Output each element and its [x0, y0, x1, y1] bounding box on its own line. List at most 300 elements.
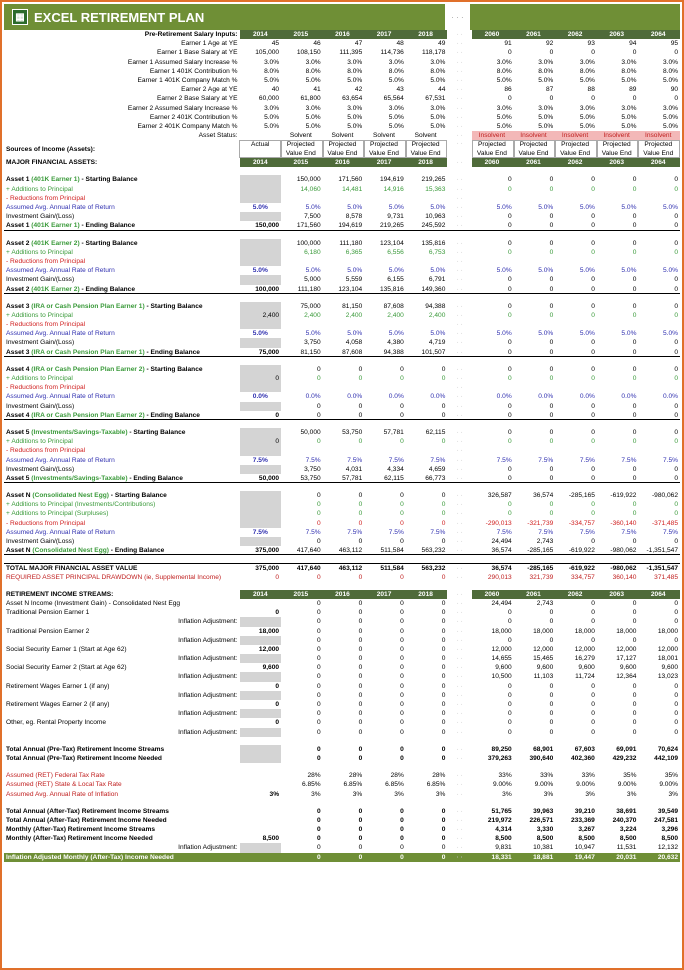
actual-cell[interactable] [240, 691, 282, 700]
value-cell[interactable]: 7.5% [579, 528, 595, 536]
actual-cell[interactable] [240, 365, 282, 374]
value-cell[interactable]: 0 [358, 636, 363, 644]
value-cell[interactable]: 0 [358, 853, 363, 861]
value-cell[interactable]: 0 [591, 701, 595, 708]
value-cell[interactable]: 226,571 [529, 816, 554, 824]
value-cell[interactable]: -619,922 [610, 492, 637, 500]
value-cell[interactable]: 5.0% [430, 204, 446, 211]
actual-cell[interactable]: 5.0% [264, 76, 280, 84]
value-cell[interactable]: 0 [441, 501, 446, 509]
value-cell[interactable]: 0 [358, 501, 363, 509]
value-cell[interactable] [364, 320, 406, 329]
value-cell[interactable]: 2060 [472, 30, 514, 39]
actual-cell[interactable]: Actual [239, 140, 281, 158]
value-cell[interactable]: 390,640 [529, 754, 554, 762]
value-cell[interactable]: 5.0% [388, 267, 404, 275]
value-cell[interactable]: 0 [316, 673, 321, 681]
value-cell[interactable]: 8,500 [536, 835, 554, 843]
value-cell[interactable]: 0 [632, 719, 637, 727]
value-cell[interactable]: 0 [316, 754, 321, 762]
value-cell[interactable]: 61,800 [300, 95, 321, 103]
value-cell[interactable]: 0 [358, 664, 363, 672]
value-cell[interactable]: Insolvent [597, 131, 639, 140]
value-cell[interactable]: 0 [316, 691, 321, 699]
value-cell[interactable]: -285,165 [568, 492, 595, 500]
value-cell[interactable]: 5.0% [305, 267, 321, 275]
value-cell[interactable]: 0 [400, 673, 404, 681]
value-cell[interactable]: 65,564 [383, 95, 404, 103]
value-cell[interactable]: 5.0% [305, 113, 321, 121]
value-cell[interactable]: 429,232 [612, 754, 637, 762]
value-cell[interactable]: Solvent [289, 132, 312, 140]
value-cell[interactable]: 0 [632, 510, 637, 518]
value-cell[interactable]: 0 [549, 185, 554, 193]
value-cell[interactable] [597, 446, 639, 455]
value-cell[interactable]: 5.0% [621, 267, 637, 275]
value-cell[interactable]: 100,000 [296, 239, 321, 247]
value-cell[interactable]: 3,296 [661, 826, 679, 834]
value-cell[interactable]: 4,659 [428, 465, 446, 473]
actual-cell[interactable] [240, 599, 282, 608]
value-cell[interactable]: 9.00% [493, 781, 512, 789]
value-cell[interactable]: 0 [632, 710, 637, 718]
value-cell[interactable]: 9.00% [534, 781, 554, 789]
value-cell[interactable]: 118,178 [422, 49, 446, 57]
value-cell[interactable]: 24,494 [491, 538, 512, 545]
value-cell[interactable]: 0 [400, 853, 404, 861]
value-cell[interactable]: 0 [549, 365, 554, 373]
actual-cell[interactable]: 5.0% [252, 267, 268, 275]
value-cell[interactable] [472, 257, 514, 266]
value-cell[interactable]: 0 [591, 49, 595, 57]
actual-cell[interactable]: 12,000 [258, 645, 280, 653]
value-cell[interactable]: 20,031 [616, 853, 637, 861]
value-cell[interactable] [514, 257, 556, 266]
actual-cell[interactable]: 0.0% [252, 393, 268, 401]
value-cell[interactable]: 5.0% [496, 330, 512, 338]
value-cell[interactable]: 0 [632, 365, 637, 373]
value-cell[interactable]: 0 [549, 49, 554, 57]
value-cell[interactable]: 7.5% [388, 456, 404, 464]
value-cell[interactable]: 0 [400, 402, 404, 410]
value-cell[interactable]: 8.0% [621, 67, 637, 75]
value-cell[interactable]: 0 [508, 465, 512, 473]
actual-cell[interactable]: 0 [275, 609, 280, 617]
actual-cell[interactable] [240, 654, 282, 663]
value-cell[interactable]: 442,109 [654, 754, 679, 762]
value-cell[interactable]: 0 [632, 501, 637, 509]
value-cell[interactable]: 0 [549, 375, 554, 382]
value-cell[interactable]: 0 [674, 609, 679, 617]
value-cell[interactable]: 0 [508, 710, 512, 718]
value-cell[interactable]: 2064 [638, 158, 680, 167]
value-cell[interactable]: 10,500 [491, 673, 512, 681]
value-cell[interactable]: 24,494 [491, 599, 512, 607]
value-cell[interactable]: 2062 [555, 158, 597, 167]
value-cell[interactable] [472, 446, 514, 455]
value-cell[interactable]: 5.0% [579, 267, 595, 275]
value-cell[interactable]: 0 [674, 538, 679, 545]
value-cell[interactable]: 5.0% [388, 76, 404, 84]
actual-cell[interactable]: 3% [269, 790, 280, 798]
value-cell[interactable]: Solvent [373, 132, 396, 140]
actual-cell[interactable] [240, 491, 282, 500]
actual-cell[interactable] [240, 131, 282, 140]
value-cell[interactable]: 0 [549, 682, 554, 690]
value-cell[interactable]: 240,370 [612, 816, 637, 824]
value-cell[interactable]: 0 [316, 664, 321, 672]
value-cell[interactable]: 0 [316, 501, 321, 509]
actual-cell[interactable] [240, 519, 282, 528]
actual-cell[interactable] [240, 194, 282, 203]
value-cell[interactable]: 0 [316, 835, 321, 843]
value-cell[interactable]: 0 [591, 311, 595, 319]
value-cell[interactable]: 0 [632, 176, 637, 184]
value-cell[interactable]: 0 [316, 745, 321, 753]
value-cell[interactable]: 7.5% [305, 528, 321, 536]
value-cell[interactable]: 0 [591, 402, 595, 410]
value-cell[interactable]: 5.0% [305, 330, 321, 338]
value-cell[interactable] [406, 383, 448, 392]
value-cell[interactable]: 0 [358, 438, 363, 446]
value-cell[interactable] [638, 446, 680, 455]
value-cell[interactable] [555, 446, 597, 455]
value-cell[interactable] [472, 194, 514, 203]
value-cell[interactable]: 19,447 [574, 853, 595, 861]
value-cell[interactable]: 0 [508, 213, 512, 221]
value-cell[interactable]: 0 [441, 754, 446, 762]
value-cell[interactable]: 2,400 [428, 311, 446, 319]
value-cell[interactable]: 0 [441, 519, 446, 527]
value-cell[interactable]: Projected Value End [638, 140, 680, 158]
value-cell[interactable]: 0 [632, 438, 637, 446]
value-cell[interactable]: 28% [349, 772, 363, 780]
value-cell[interactable]: -285,165 [527, 565, 554, 573]
value-cell[interactable]: 3.0% [305, 58, 321, 66]
value-cell[interactable]: 0 [400, 375, 404, 382]
value-cell[interactable]: 5.0% [662, 330, 679, 338]
value-cell[interactable]: 3.0% [388, 58, 404, 66]
value-cell[interactable]: 0 [508, 375, 512, 382]
value-cell[interactable] [514, 383, 556, 392]
value-cell[interactable]: 0 [400, 835, 404, 843]
value-cell[interactable]: 0 [549, 402, 554, 410]
value-cell[interactable]: 7.5% [496, 528, 512, 536]
value-cell[interactable]: 0 [358, 745, 363, 753]
value-cell[interactable] [323, 320, 365, 329]
value-cell[interactable]: 0 [674, 691, 679, 699]
value-cell[interactable]: 0 [400, 645, 404, 653]
actual-cell[interactable]: 0 [275, 411, 280, 419]
value-cell[interactable]: 0 [400, 599, 404, 607]
value-cell[interactable]: 0 [674, 501, 679, 509]
value-cell[interactable]: 0 [358, 807, 363, 815]
value-cell[interactable]: 463,112 [338, 565, 363, 573]
value-cell[interactable]: 0 [508, 95, 512, 103]
value-cell[interactable]: 0 [674, 302, 679, 310]
actual-cell[interactable] [240, 807, 282, 816]
value-cell[interactable]: 2,743 [536, 538, 554, 545]
value-cell[interactable]: 5.0% [621, 330, 637, 338]
value-cell[interactable]: 5.0% [538, 122, 554, 130]
value-cell[interactable]: 63,654 [342, 95, 363, 103]
value-cell[interactable]: 0 [358, 627, 363, 635]
value-cell[interactable]: 0 [316, 510, 321, 518]
value-cell[interactable]: 6.85% [301, 781, 321, 789]
value-cell[interactable]: 0 [674, 276, 679, 284]
value-cell[interactable]: 7.5% [621, 528, 637, 536]
value-cell[interactable]: 0 [674, 474, 679, 482]
value-cell[interactable]: 5,559 [345, 276, 363, 284]
value-cell[interactable]: 0 [508, 510, 512, 518]
value-cell[interactable]: Solvent [414, 132, 437, 140]
actual-cell[interactable]: 7.5% [252, 528, 268, 536]
value-cell[interactable]: 0 [400, 510, 404, 518]
value-cell[interactable]: 0 [316, 402, 321, 410]
value-cell[interactable]: 0 [316, 826, 321, 834]
value-cell[interactable]: 3.0% [538, 58, 554, 66]
value-cell[interactable]: 93 [587, 40, 595, 48]
actual-cell[interactable]: 5.0% [252, 204, 268, 211]
value-cell[interactable]: 0 [316, 844, 321, 852]
value-cell[interactable] [514, 320, 556, 329]
value-cell[interactable]: 0 [549, 176, 554, 184]
value-cell[interactable]: 0 [508, 176, 512, 184]
actual-cell[interactable]: 2014 [240, 30, 282, 39]
value-cell[interactable]: 68,901 [533, 745, 554, 753]
value-cell[interactable]: 2062 [555, 30, 597, 39]
value-cell[interactable]: 51,765 [491, 807, 512, 815]
value-cell[interactable]: 0.0% [305, 393, 321, 401]
value-cell[interactable]: 0 [441, 664, 446, 672]
value-cell[interactable]: 7.5% [662, 528, 679, 536]
value-cell[interactable]: 3,224 [619, 826, 637, 834]
value-cell[interactable]: 0 [632, 465, 637, 473]
value-cell[interactable]: 41 [313, 86, 321, 94]
value-cell[interactable]: 2061 [514, 30, 556, 39]
actual-cell[interactable] [240, 728, 282, 737]
value-cell[interactable]: 9.00% [576, 781, 595, 789]
value-cell[interactable]: 0 [549, 728, 554, 736]
value-cell[interactable]: 6.85% [385, 781, 404, 789]
value-cell[interactable]: 135,816 [421, 239, 446, 247]
value-cell[interactable]: 0 [549, 276, 554, 284]
value-cell[interactable]: 0 [549, 348, 554, 356]
value-cell[interactable]: 0 [674, 95, 679, 103]
value-cell[interactable]: Projected Value End [281, 140, 323, 158]
value-cell[interactable]: -371,485 [651, 519, 679, 527]
value-cell[interactable]: 0 [358, 609, 363, 617]
value-cell[interactable]: 3,267 [578, 826, 595, 834]
value-cell[interactable]: 6.85% [343, 781, 363, 789]
value-cell[interactable]: 0.0% [621, 393, 637, 401]
value-cell[interactable]: 0 [632, 185, 637, 193]
value-cell[interactable]: 0 [508, 365, 512, 373]
value-cell[interactable]: 5.0% [579, 330, 595, 338]
value-cell[interactable]: 5,000 [304, 276, 321, 284]
value-cell[interactable]: 11,531 [616, 844, 637, 852]
value-cell[interactable]: 36,574 [533, 492, 554, 500]
value-cell[interactable]: 0 [591, 95, 595, 103]
value-cell[interactable]: 0 [400, 844, 404, 852]
value-cell[interactable]: 12,000 [574, 645, 595, 653]
value-cell[interactable]: 2062 [555, 590, 597, 599]
value-cell[interactable]: 0 [400, 492, 404, 500]
value-cell[interactable]: 321,739 [529, 573, 554, 581]
value-cell[interactable]: 47 [354, 40, 363, 48]
value-cell[interactable]: 10,947 [574, 844, 595, 852]
value-cell[interactable]: 0 [508, 302, 512, 310]
value-cell[interactable]: 0 [358, 835, 363, 843]
value-cell[interactable]: 5.0% [579, 76, 595, 84]
actual-cell[interactable]: 150,000 [255, 222, 280, 230]
value-cell[interactable]: 42 [354, 86, 363, 94]
value-cell[interactable]: 0 [508, 311, 512, 319]
value-cell[interactable]: 8.0% [579, 67, 595, 75]
actual-cell[interactable] [240, 754, 282, 763]
value-cell[interactable]: 0 [441, 719, 446, 727]
value-cell[interactable]: 9,831 [495, 844, 512, 852]
value-cell[interactable]: 245,592 [421, 222, 446, 230]
actual-cell[interactable]: 0 [275, 573, 280, 581]
value-cell[interactable]: 0 [674, 49, 679, 57]
value-cell[interactable]: 70,624 [657, 745, 679, 753]
value-cell[interactable]: 5.0% [496, 113, 512, 121]
value-cell[interactable]: 0 [400, 573, 404, 581]
value-cell[interactable]: 0 [441, 701, 446, 708]
value-cell[interactable]: 20,632 [657, 853, 679, 861]
value-cell[interactable]: 57,781 [383, 428, 404, 436]
actual-cell[interactable] [240, 843, 282, 852]
actual-cell[interactable] [240, 239, 282, 248]
value-cell[interactable]: 0 [400, 538, 404, 545]
value-cell[interactable]: 123,104 [338, 285, 363, 293]
value-cell[interactable]: 39,210 [574, 807, 595, 815]
value-cell[interactable]: 90 [670, 86, 679, 94]
value-cell[interactable]: 0 [316, 636, 321, 644]
value-cell[interactable]: 38,691 [616, 807, 637, 815]
value-cell[interactable]: 0 [508, 701, 512, 708]
value-cell[interactable]: 417,640 [296, 547, 321, 555]
value-cell[interactable]: 44 [438, 86, 446, 94]
value-cell[interactable]: 0 [316, 853, 321, 861]
value-cell[interactable]: 8,578 [345, 213, 363, 221]
value-cell[interactable]: 0 [591, 375, 595, 382]
value-cell[interactable]: -980,062 [651, 492, 679, 500]
actual-cell[interactable]: 75,000 [258, 348, 280, 356]
value-cell[interactable]: 46 [313, 40, 321, 48]
value-cell[interactable]: 18,881 [533, 853, 554, 861]
value-cell[interactable]: 49 [438, 40, 446, 48]
value-cell[interactable]: 0 [358, 519, 363, 527]
value-cell[interactable] [281, 257, 323, 266]
value-cell[interactable]: 92 [545, 40, 554, 48]
value-cell[interactable]: 0 [358, 492, 363, 500]
value-cell[interactable]: 149,360 [421, 285, 446, 293]
value-cell[interactable]: 14,060 [300, 185, 321, 193]
value-cell[interactable]: 8.0% [305, 67, 321, 75]
value-cell[interactable]: 0 [591, 438, 595, 446]
value-cell[interactable]: 0 [400, 519, 404, 527]
value-cell[interactable]: 3.0% [305, 104, 321, 112]
value-cell[interactable]: 0 [316, 599, 321, 607]
value-cell[interactable]: 0 [316, 618, 321, 626]
value-cell[interactable]: 0 [549, 95, 554, 103]
value-cell[interactable]: 2064 [638, 590, 680, 599]
value-cell[interactable]: 5.0% [430, 122, 446, 130]
value-cell[interactable]: 0 [591, 474, 595, 482]
value-cell[interactable]: 111,180 [339, 239, 363, 247]
value-cell[interactable]: 171,560 [338, 176, 363, 184]
value-cell[interactable]: 0 [441, 573, 446, 581]
value-cell[interactable]: 5.0% [538, 267, 554, 275]
value-cell[interactable]: 2016 [323, 590, 365, 599]
value-cell[interactable] [364, 446, 406, 455]
value-cell[interactable]: 0 [591, 348, 595, 356]
value-cell[interactable]: 0 [632, 728, 637, 736]
value-cell[interactable]: 0.0% [347, 393, 363, 401]
value-cell[interactable]: 0 [674, 285, 679, 293]
value-cell[interactable]: 12,000 [616, 645, 637, 653]
value-cell[interactable]: 87,608 [383, 302, 404, 310]
value-cell[interactable]: 0 [632, 474, 637, 482]
actual-cell[interactable]: 3.0% [264, 58, 280, 66]
value-cell[interactable]: 0 [358, 618, 363, 626]
value-cell[interactable]: 3% [435, 790, 446, 798]
value-cell[interactable]: 6.85% [426, 781, 446, 789]
actual-cell[interactable] [240, 465, 282, 474]
actual-cell[interactable] [240, 745, 282, 754]
value-cell[interactable]: 5.0% [347, 204, 363, 211]
value-cell[interactable]: 5.0% [662, 204, 679, 211]
value-cell[interactable]: 0 [674, 618, 679, 626]
value-cell[interactable]: 0 [632, 276, 637, 284]
value-cell[interactable]: 371,485 [654, 573, 679, 581]
value-cell[interactable]: 0 [358, 510, 363, 518]
value-cell[interactable]: 0 [358, 365, 363, 373]
value-cell[interactable]: 0 [441, 816, 446, 824]
value-cell[interactable]: -619,922 [568, 547, 595, 555]
value-cell[interactable]: 8,500 [578, 835, 595, 843]
value-cell[interactable]: 114,736 [380, 49, 404, 57]
actual-cell[interactable]: 2014 [240, 590, 282, 599]
value-cell[interactable]: 0 [591, 213, 595, 221]
value-cell[interactable]: 0 [591, 510, 595, 518]
value-cell[interactable]: 2061 [514, 158, 556, 167]
value-cell[interactable]: 6,556 [387, 248, 404, 256]
actual-cell[interactable] [240, 257, 282, 266]
value-cell[interactable]: 12,000 [533, 645, 554, 653]
value-cell[interactable]: 94 [629, 40, 637, 48]
value-cell[interactable]: 0 [358, 402, 363, 410]
value-cell[interactable]: 33% [540, 772, 554, 780]
value-cell[interactable]: 0 [591, 609, 595, 617]
value-cell[interactable]: 0 [632, 411, 637, 419]
value-cell[interactable]: 0 [674, 411, 679, 419]
value-cell[interactable]: 0 [632, 239, 637, 247]
value-cell[interactable] [597, 383, 639, 392]
value-cell[interactable] [638, 320, 680, 329]
value-cell[interactable]: 10,963 [425, 213, 446, 221]
value-cell[interactable]: 57,781 [342, 474, 363, 482]
actual-cell[interactable] [240, 446, 282, 455]
value-cell[interactable]: 0 [400, 691, 404, 699]
value-cell[interactable] [555, 320, 597, 329]
value-cell[interactable]: 0 [591, 276, 595, 284]
value-cell[interactable]: 326,587 [487, 492, 512, 500]
value-cell[interactable]: 0.0% [430, 393, 446, 401]
value-cell[interactable]: 0 [508, 276, 512, 284]
